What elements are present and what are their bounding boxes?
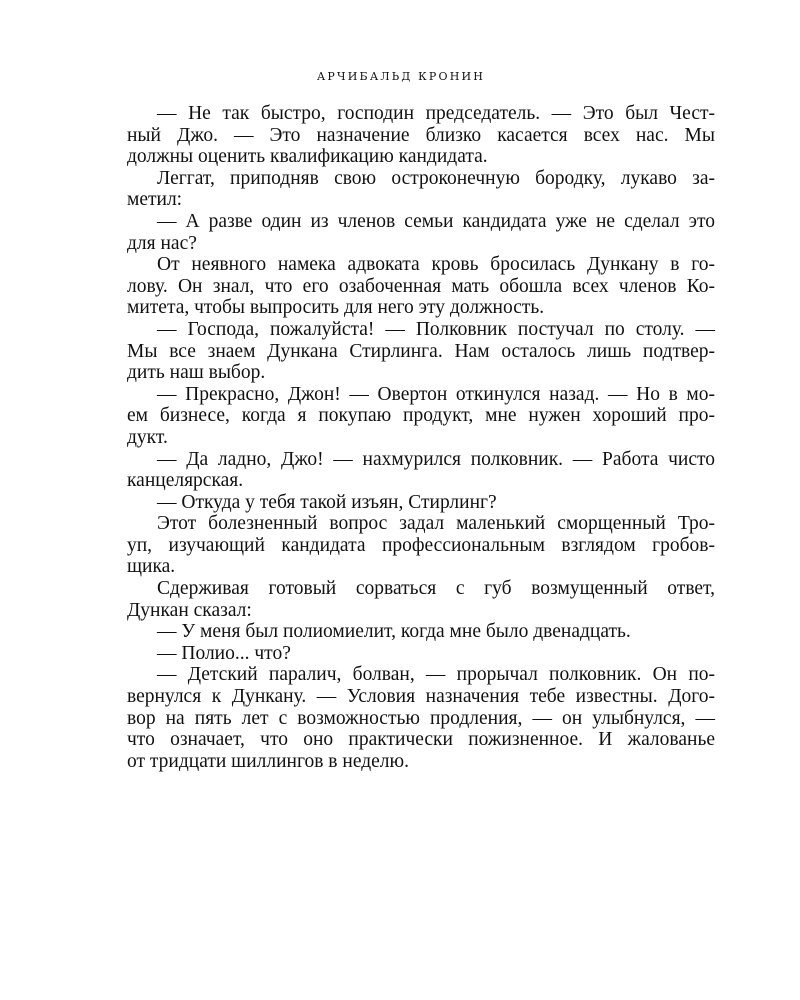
text-line: Мы все знаем Дункана Стирлинга. Нам осталось лишь подтвер- bbox=[127, 340, 715, 362]
text-line: уп, изучающий кандидата профессиональным взглядом гробов- bbox=[127, 534, 715, 556]
text-body bbox=[127, 103, 715, 772]
text-line: для нас? bbox=[127, 232, 197, 254]
text-line: — Не так быстро, господин председатель. — Это был Чест- bbox=[157, 103, 715, 124]
text-line: вернулся к Дункану. — Условия назначения тебе известны. Дого- bbox=[127, 686, 715, 708]
text-line: дукт. bbox=[127, 426, 168, 448]
text-line: Леггат, приподняв свою остроконечную бородку, лукаво за- bbox=[157, 167, 715, 189]
text-line: — Господа, пожалуйста! — Полковник постучал по столу. — bbox=[157, 318, 715, 340]
text-line: — Детский паралич, болван, — прорычал полковник. Он по- bbox=[157, 664, 715, 686]
text-line: Сдерживая готовый сорваться с губ возмущенный ответ, bbox=[157, 578, 715, 600]
text-line: вор на пять лет с возможностью продления, — он улыбнулся, — bbox=[127, 707, 715, 729]
text-line: Дункан сказал: bbox=[127, 599, 252, 621]
text-line: Этот болезненный вопрос задал маленький сморщенный Тро- bbox=[157, 513, 715, 535]
text-line: что означает, что оно практически пожизненное. И жалованье bbox=[127, 729, 715, 751]
text-line: от тридцати шиллингов в неделю. bbox=[127, 750, 409, 772]
text-line: дить наш выбор. bbox=[127, 362, 266, 384]
text-line: — Да ладно, Джо! — нахмурился полковник. — Работа чисто bbox=[157, 448, 715, 470]
text-line: лову. Он знал, что его озабоченная мать обошла всех членов Ко- bbox=[127, 275, 715, 297]
text-line: митета, чтобы выпросить для него эту должность. bbox=[127, 297, 545, 319]
text-line: — А разве один из членов семьи кандидата уже не сделал это bbox=[157, 210, 715, 232]
text-line: щика. bbox=[127, 556, 176, 578]
text-line: канцелярская. bbox=[127, 470, 244, 492]
text-line: ный Джо. — Это назначение близко касается всех нас. Мы bbox=[127, 124, 715, 146]
text-line: ем бизнесе, когда я покупаю продукт, мне нужен хороший про- bbox=[127, 405, 715, 427]
text-line: — Прекрасно, Джон! — Овертон откинулся назад. — Но в мо- bbox=[157, 383, 715, 405]
text-line: метил: bbox=[127, 189, 183, 211]
text-line: — Откуда у тебя такой изъян, Стирлинг? bbox=[157, 491, 497, 513]
text-line: должны оценить квалификацию кандидата. bbox=[127, 146, 488, 168]
text-line: — Полио... что? bbox=[157, 642, 291, 664]
running-header: АРЧИБАЛЬД КРОНИН bbox=[316, 70, 486, 83]
text-line: От неявного намека адвоката кровь бросилась Дункану в го- bbox=[157, 254, 715, 276]
text-line: — У меня был полиомиелит, когда мне было двенадцать. bbox=[157, 621, 631, 643]
